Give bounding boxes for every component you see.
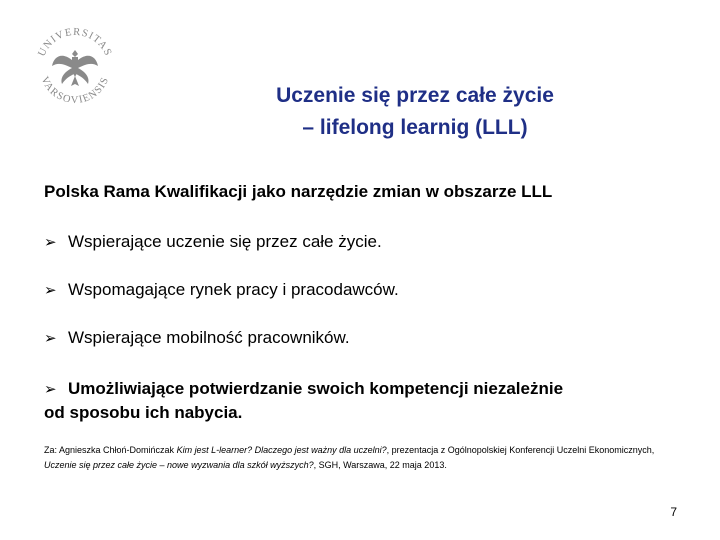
footnote-italic-1: Kim jest L-learner? Dlaczego jest ważny dla uczelni? bbox=[176, 445, 387, 455]
arrow-bullet-icon: ➢ bbox=[44, 282, 57, 299]
slide-title bbox=[150, 80, 680, 144]
footnote bbox=[44, 443, 684, 473]
slide-subtitle: Polska Rama Kwalifikacji jako narzędzie zmian w obszarze LLL bbox=[44, 182, 553, 201]
footnote-text-1: Za: Agnieszka Chłoń-Domińczak bbox=[44, 445, 177, 455]
footnote-text-2: , prezentacja z Ogólnopolskiej Konferencji Uczelni Ekonomicznych, bbox=[386, 445, 655, 455]
bullet-text: Wspierające uczenie się przez całe życie. bbox=[68, 232, 382, 251]
arrow-bullet-icon: ➢ bbox=[44, 234, 57, 251]
arrow-bullet-icon: ➢ bbox=[44, 330, 57, 347]
bullet-item-4 bbox=[44, 377, 684, 424]
bullet-text: Wspomagające rynek pracy i pracodawców. bbox=[68, 280, 399, 299]
bullet-bold-line-2: od sposobu ich nabycia. bbox=[44, 403, 243, 422]
logo-text-top: UNIVERSITAS bbox=[36, 26, 114, 59]
logo-text-bottom: VARSOVIENSIS bbox=[38, 75, 112, 107]
university-logo bbox=[32, 22, 118, 108]
arrow-bullet-icon: ➢ bbox=[44, 381, 57, 398]
eagle-emblem-icon bbox=[52, 50, 98, 86]
title-line-2: – lifelong learnig (LLL) bbox=[302, 116, 528, 139]
footnote-italic-2: Uczenie się przez całe życie – nowe wyzwania dla szkół wyższych? bbox=[44, 460, 314, 470]
bullet-item-1 bbox=[44, 232, 382, 252]
bullet-item-3 bbox=[44, 328, 350, 348]
bullet-item-2 bbox=[44, 280, 399, 300]
title-line-1: Uczenie się przez całe życie bbox=[276, 84, 554, 107]
footnote-text-3: , SGH, Warszawa, 22 maja 2013. bbox=[313, 460, 447, 470]
page-number: 7 bbox=[670, 505, 677, 519]
bullet-text: Wspierające mobilność pracowników. bbox=[68, 328, 350, 347]
bullet-bold-line-1: Umożliwiające potwierdzanie swoich kompetencji niezależnie bbox=[68, 379, 564, 398]
